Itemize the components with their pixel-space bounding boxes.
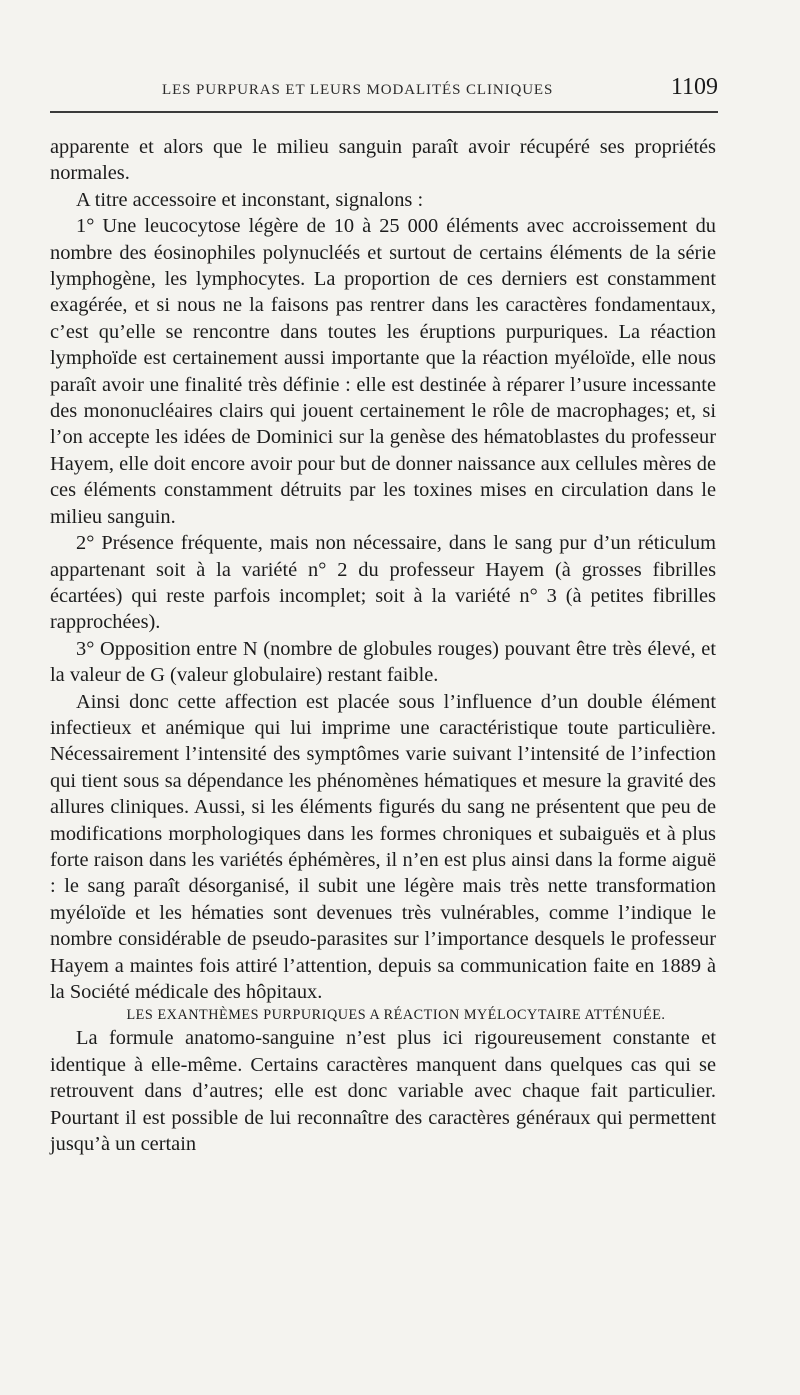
body-text — [50, 134, 716, 1157]
paragraph-2: A titre accessoire et inconstant, signalons : — [76, 188, 424, 211]
paragraph-5: 3° Opposition entre N (nombre de globules rouges) pouvant être très élevé, et la valeur de G (valeur globulaire) restant faible. — [50, 637, 716, 687]
header-rule — [50, 111, 718, 113]
paragraph-6: Ainsi donc cette affection est placée sous l’influence d’un double élément infectieux et anémique qui lui imprime une caractéristique toute particulière. Nécessairement l’intensité des symptômes varie suivant l’intensité de l’infection qui tient sous sa dépendance les phénomènes hématiques et mesure la gravité des allures cliniques. Aussi, si les éléments figurés du sang ne présentent que peu de modifications morphologiques dans les formes chroniques et subaiguës et à plus forte raison dans les variétés éphémères, il n’en est plus ainsi dans la forme aiguë : le sang paraît désorganisé, il subit une légère mais très nette transformation myéloïde et les hématies sont devenues très vulnérables, comme l’indique le nombre considérable de pseudo-parasites sur l’importance desquels le professeur Hayem a maintes fois attiré l’attention, depuis sa communication faite en 1889 à la Société médicale des hôpitaux. — [50, 690, 716, 1003]
running-title: LES PURPURAS ET LEURS MODALITÉS CLINIQUES — [162, 82, 554, 98]
paragraph-1: apparente et alors que le milieu sanguin paraît avoir récupéré ses propriétés normales. — [50, 136, 716, 185]
paragraph-7: La formule anatomo-sanguine n’est plus ici rigoureusement constante et identique à elle-même. Certains caractères manquent dans quelques cas qui se retrouvent dans d’autres; elle est donc variable avec chaque fait particulier. Pourtant il est possible de lui reconnaître des caractères généraux qui permettent jusqu’à un certain — [50, 1027, 716, 1156]
paragraph-4: 2° Présence fréquente, mais non nécessaire, dans le sang pur d’un réticulum appartenant soit à la variété n° 2 du professeur Hayem (à grosses fibrilles écartées) qui reste parfois incomplet; soit à la variété n° 3 (à petites fibrilles rapprochées). — [50, 532, 716, 634]
paragraph-3: 1° Une leucocytose légère de 10 à 25 000 éléments avec accroissement du nombre des éosinophiles polynucléés et surtout de certains éléments de la série lymphogène, les lymphocytes. La proportion de ces derniers est constamment exagérée, et si nous ne la faisons pas rentrer dans les caractères fondamentaux, c’est qu’elle se rencontre dans toutes les éruptions purpuriques. La réaction lymphoïde est certainement aussi importante que la réaction myéloïde, elle nous paraît avoir une finalité très définie : elle est destinée à réparer l’usure incessante des mononucléaires clairs qui jouent certainement le rôle de macrophages; et, si l’on accepte les idées de Dominici sur la genèse des hématoblastes du professeur Hayem, elle doit encore avoir pour but de donner naissance aux cellules mères de ces éléments constamment détruits par les toxines mises en circulation dans le milieu sanguin. — [50, 215, 716, 528]
section-heading: LES EXANTHÈMES PURPURIQUES A RÉACTION MYÉLOCYTAIRE ATTÉNUÉE. — [126, 1007, 666, 1024]
page-number: 1109 — [670, 74, 718, 100]
running-head — [50, 74, 718, 101]
